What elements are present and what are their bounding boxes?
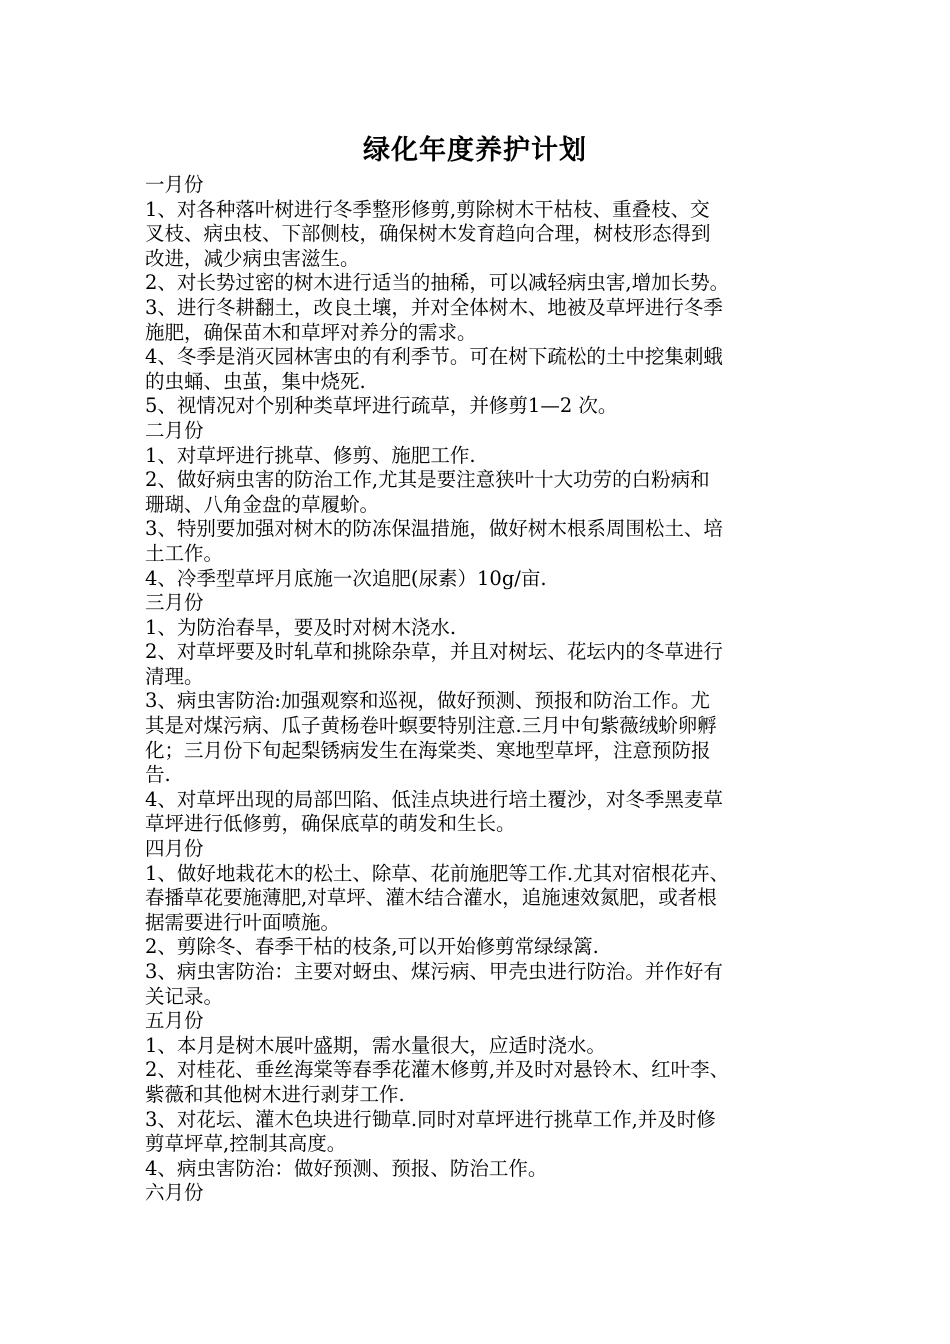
text-line: 1、做好地栽花木的松土、除草、花前施肥等工作.尤其对宿根花卉、 [145, 861, 730, 885]
text-line: 3、进行冬耕翻土，改良土壤，并对全体树木、地被及草坪进行冬季 [145, 295, 723, 319]
text-line: 一月份 [145, 173, 204, 196]
document-body [145, 173, 810, 1206]
text-line: 四月份 [145, 837, 204, 861]
text-line: 2、对长势过密的树木进行适当的抽稀，可以减轻病虫害,增加长势。 [145, 271, 730, 295]
text-line: 1、本月是树木展叶盛期，需水量很大，应适时浇水。 [145, 1033, 606, 1057]
text-line: 告. [145, 763, 171, 787]
text-line: 4、冷季型草坪月底施一次追肥(尿素）10g/亩. [145, 566, 547, 590]
text-line: 2、做好病虫害的防治工作,尤其是要注意狭叶十大功劳的白粉病和 [145, 468, 710, 492]
text-line: 二月份 [145, 418, 204, 442]
text-line: 2、剪除冬、春季干枯的枝条,可以开始修剪常绿绿篱. [145, 935, 599, 959]
text-line: 春播草花要施薄肥,对草坪、灌木结合灌水，追施速效氮肥，或者根 [145, 886, 717, 910]
text-line: 珊瑚、八角金盘的草履蚧。 [145, 492, 380, 516]
text-line: 3、对花坛、灌木色块进行锄草.同时对草坪进行挑草工作,并及时修 [145, 1107, 716, 1131]
text-line: 5、视情况对个别种类草坪进行疏草，并修剪1—2 次。 [145, 394, 618, 418]
text-line: 据需要进行叶面喷施。 [145, 910, 341, 934]
text-line: 土工作。 [145, 541, 224, 565]
text-line: 叉枝、病虫枝、下部侧枝，确保树木发育趋向合理，树枝形态得到 [145, 222, 711, 246]
text-line: 五月份 [145, 1009, 204, 1033]
text-line: 1、对草坪进行挑草、修剪、施肥工作. [145, 443, 476, 467]
text-line: 4、病虫害防治：做好预测、预报、防治工作。 [145, 1156, 548, 1180]
text-line: 六月份 [145, 1181, 204, 1205]
text-line: 2、对桂花、垂丝海棠等春季花灌木修剪,并及时对悬铃木、红叶李、 [145, 1058, 730, 1082]
text-line: 其是对煤污病、瓜子黄杨卷叶螟要特别注意.三月中旬紫薇绒蚧卵孵 [145, 714, 717, 738]
text-line: 3、病虫害防治：主要对蚜虫、煤污病、甲壳虫进行防治。并作好有 [145, 960, 723, 983]
text-line: 1、为防治春旱，要及时对树木浇水. [145, 615, 457, 639]
text-line: 三月份 [145, 591, 204, 615]
text-line: 4、冬季是消灭园林害虫的有利季节。可在树下疏松的土中挖集刺蛾 [145, 345, 723, 369]
text-line: 3、病虫害防治:加强观察和巡视，做好预测、预报和防治工作。尤 [145, 689, 710, 713]
text-line: 2、对草坪要及时轧草和挑除杂草，并且对树坛、花坛内的冬草进行 [145, 640, 723, 664]
text-line: 关记录。 [145, 984, 224, 1008]
text-line: 1、对各种落叶树进行冬季整形修剪,剪除树木干枯枝、重叠枝、交 [145, 197, 710, 221]
text-line: 的虫蛹、虫茧，集中烧死. [145, 369, 366, 393]
text-line: 施肥，确保苗木和草坪对养分的需求。 [145, 320, 477, 344]
text-line: 3、特别要加强对树木的防冻保温措施，做好树木根系周围松土、培 [145, 517, 723, 541]
text-line: 剪草坪草,控制其高度。 [145, 1132, 347, 1156]
text-line: 清理。 [145, 664, 204, 688]
document-title: 绿化年度养护计划 [363, 135, 587, 166]
text-line: 改进，减少病虫害滋生。 [145, 246, 360, 270]
text-line: 草坪进行低修剪，确保底草的萌发和生长。 [145, 812, 516, 836]
text-line: 4、对草坪出现的局部凹陷、低洼点块进行培土覆沙，对冬季黑麦草 [145, 787, 723, 811]
text-line: 紫薇和其他树木进行剥芽工作. [145, 1082, 405, 1106]
text-line: 化；三月份下旬起梨锈病发生在海棠类、寒地型草坪，注意预防报 [145, 738, 711, 762]
